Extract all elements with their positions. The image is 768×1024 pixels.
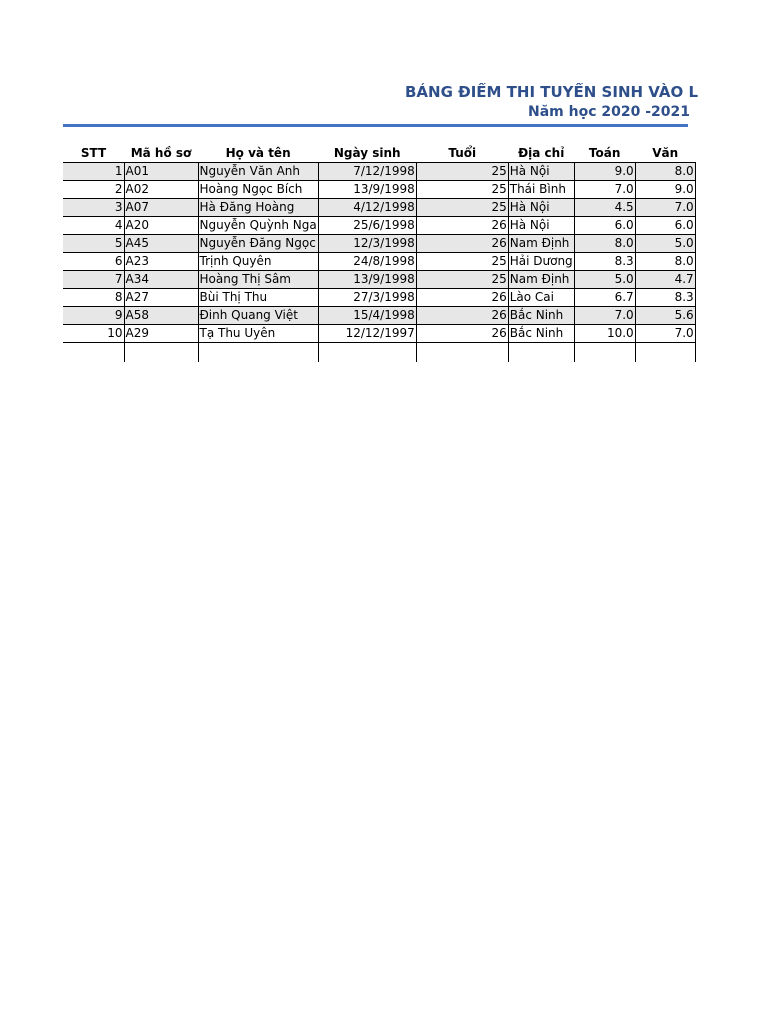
empty-cell[interactable]	[198, 343, 318, 362]
cell-ho-va-ten[interactable]: Hà Đăng Hoàng	[198, 199, 318, 217]
cell-van[interactable]: 6.0	[635, 217, 695, 235]
cell-ho-va-ten[interactable]: Hoàng Ngọc Bích	[198, 181, 318, 199]
cell-ho-va-ten[interactable]: Nguyễn Văn Anh	[198, 163, 318, 181]
cell-van[interactable]: 7.0	[635, 199, 695, 217]
cell-toan[interactable]: 6.0	[574, 217, 635, 235]
cell-ngay-sinh[interactable]: 4/12/1998	[318, 199, 416, 217]
cell-stt[interactable]: 3	[63, 199, 124, 217]
table-row	[63, 163, 695, 181]
cell-ma-ho-so[interactable]: A34	[124, 271, 198, 289]
cell-ngay-sinh[interactable]: 15/4/1998	[318, 307, 416, 325]
cell-stt[interactable]: 5	[63, 235, 124, 253]
table-row	[63, 199, 695, 217]
cell-ngay-sinh[interactable]: 24/8/1998	[318, 253, 416, 271]
header-row	[63, 145, 695, 163]
cell-dia-chi[interactable]: Hà Nội	[508, 217, 574, 235]
cell-tuoi[interactable]: 25	[416, 199, 508, 217]
table-row	[63, 289, 695, 307]
table-row	[63, 217, 695, 235]
sheet-title: BẢNG ĐIỂM THI TUYỂN SINH VÀO L	[405, 83, 699, 101]
cell-ma-ho-so[interactable]: A20	[124, 217, 198, 235]
cell-toan[interactable]: 8.3	[574, 253, 635, 271]
cell-stt[interactable]: 2	[63, 181, 124, 199]
cell-stt[interactable]: 8	[63, 289, 124, 307]
cell-van[interactable]: 4.7	[635, 271, 695, 289]
table-row	[63, 271, 695, 289]
cell-toan[interactable]: 8.0	[574, 235, 635, 253]
sheet-subtitle: Năm học 2020 -2021	[528, 104, 690, 120]
cell-toan[interactable]: 9.0	[574, 163, 635, 181]
header-ngay-sinh[interactable]: Ngày sinh	[318, 145, 416, 163]
table-row	[63, 235, 695, 253]
cell-toan[interactable]: 10.0	[574, 325, 635, 343]
cell-dia-chi[interactable]: Bắc Ninh	[508, 325, 574, 343]
cell-ngay-sinh[interactable]: 7/12/1998	[318, 163, 416, 181]
empty-cell[interactable]	[508, 343, 574, 362]
empty-cell[interactable]	[124, 343, 198, 362]
cell-van[interactable]: 5.6	[635, 307, 695, 325]
table-row	[63, 181, 695, 199]
header-dia-chi[interactable]: Địa chỉ	[508, 145, 574, 163]
cell-ho-va-ten[interactable]: Hoàng Thị Sâm	[198, 271, 318, 289]
cell-dia-chi[interactable]: Lào Cai	[508, 289, 574, 307]
cell-ngay-sinh[interactable]: 12/3/1998	[318, 235, 416, 253]
cell-tuoi[interactable]: 26	[416, 325, 508, 343]
header-tuoi[interactable]: Tuổi	[416, 145, 508, 163]
cell-ngay-sinh[interactable]: 12/12/1997	[318, 325, 416, 343]
table-row	[63, 307, 695, 325]
cell-ma-ho-so[interactable]: A58	[124, 307, 198, 325]
header-ma-ho-so[interactable]: Mã hồ sơ	[124, 145, 198, 163]
cell-stt[interactable]: 10	[63, 325, 124, 343]
cell-toan[interactable]: 7.0	[574, 181, 635, 199]
cell-stt[interactable]: 4	[63, 217, 124, 235]
cell-ho-va-ten[interactable]: Trịnh Quyên	[198, 253, 318, 271]
cell-van[interactable]: 9.0	[635, 181, 695, 199]
cell-dia-chi[interactable]: Bắc Ninh	[508, 307, 574, 325]
empty-row	[63, 343, 695, 362]
cell-van[interactable]: 8.0	[635, 163, 695, 181]
title-underline	[63, 124, 688, 127]
cell-toan[interactable]: 4.5	[574, 199, 635, 217]
cell-tuoi[interactable]: 26	[416, 235, 508, 253]
header-ho-va-ten[interactable]: Họ và tên	[198, 145, 318, 163]
cell-tuoi[interactable]: 25	[416, 271, 508, 289]
cell-stt[interactable]: 7	[63, 271, 124, 289]
cell-ho-va-ten[interactable]: Nguyễn Đăng Ngọc	[198, 235, 318, 253]
cell-dia-chi[interactable]: Hải Dương	[508, 253, 574, 271]
cell-dia-chi[interactable]: Nam Định	[508, 271, 574, 289]
empty-cell[interactable]	[318, 343, 416, 362]
empty-cell[interactable]	[63, 343, 124, 362]
cell-van[interactable]: 8.0	[635, 253, 695, 271]
cell-ho-va-ten[interactable]: Đinh Quang Việt	[198, 307, 318, 325]
cell-toan[interactable]: 7.0	[574, 307, 635, 325]
cell-ma-ho-so[interactable]: A02	[124, 181, 198, 199]
table-row	[63, 253, 695, 271]
cell-ma-ho-so[interactable]: A27	[124, 289, 198, 307]
cell-dia-chi[interactable]: Hà Nội	[508, 199, 574, 217]
cell-tuoi[interactable]: 26	[416, 289, 508, 307]
cell-van[interactable]: 8.3	[635, 289, 695, 307]
cell-dia-chi[interactable]: Thái Bình	[508, 181, 574, 199]
cell-ngay-sinh[interactable]: 25/6/1998	[318, 217, 416, 235]
header-stt[interactable]: STT	[63, 145, 124, 163]
cell-tuoi[interactable]: 26	[416, 217, 508, 235]
cell-ngay-sinh[interactable]: 13/9/1998	[318, 271, 416, 289]
header-toan[interactable]: Toán	[574, 145, 635, 163]
cell-ma-ho-so[interactable]: A45	[124, 235, 198, 253]
cell-ma-ho-so[interactable]: A23	[124, 253, 198, 271]
cell-ma-ho-so[interactable]: A29	[124, 325, 198, 343]
cell-ma-ho-so[interactable]: A07	[124, 199, 198, 217]
cell-van[interactable]: 7.0	[635, 325, 695, 343]
cell-tuoi[interactable]: 26	[416, 307, 508, 325]
cell-ngay-sinh[interactable]: 13/9/1998	[318, 181, 416, 199]
cell-dia-chi[interactable]: Nam Định	[508, 235, 574, 253]
cell-dia-chi[interactable]: Hà Nội	[508, 163, 574, 181]
header-van[interactable]: Văn	[635, 145, 695, 163]
cell-stt[interactable]: 6	[63, 253, 124, 271]
cell-ngay-sinh[interactable]: 27/3/1998	[318, 289, 416, 307]
cell-tuoi[interactable]: 25	[416, 163, 508, 181]
cell-ho-va-ten[interactable]: Nguyễn Quỳnh Nga	[198, 217, 318, 235]
cell-toan[interactable]: 5.0	[574, 271, 635, 289]
cell-van[interactable]: 5.0	[635, 235, 695, 253]
cell-ho-va-ten[interactable]: Bùi Thị Thu	[198, 289, 318, 307]
score-table	[63, 145, 696, 362]
empty-cell[interactable]	[416, 343, 508, 362]
cell-stt[interactable]: 9	[63, 307, 124, 325]
cell-ho-va-ten[interactable]: Tạ Thu Uyên	[198, 325, 318, 343]
table-row	[63, 325, 695, 343]
cell-ma-ho-so[interactable]: A01	[124, 163, 198, 181]
cell-stt[interactable]: 1	[63, 163, 124, 181]
cell-toan[interactable]: 6.7	[574, 289, 635, 307]
empty-cell[interactable]	[574, 343, 635, 362]
cell-tuoi[interactable]: 25	[416, 253, 508, 271]
empty-cell[interactable]	[635, 343, 695, 362]
cell-tuoi[interactable]: 25	[416, 181, 508, 199]
